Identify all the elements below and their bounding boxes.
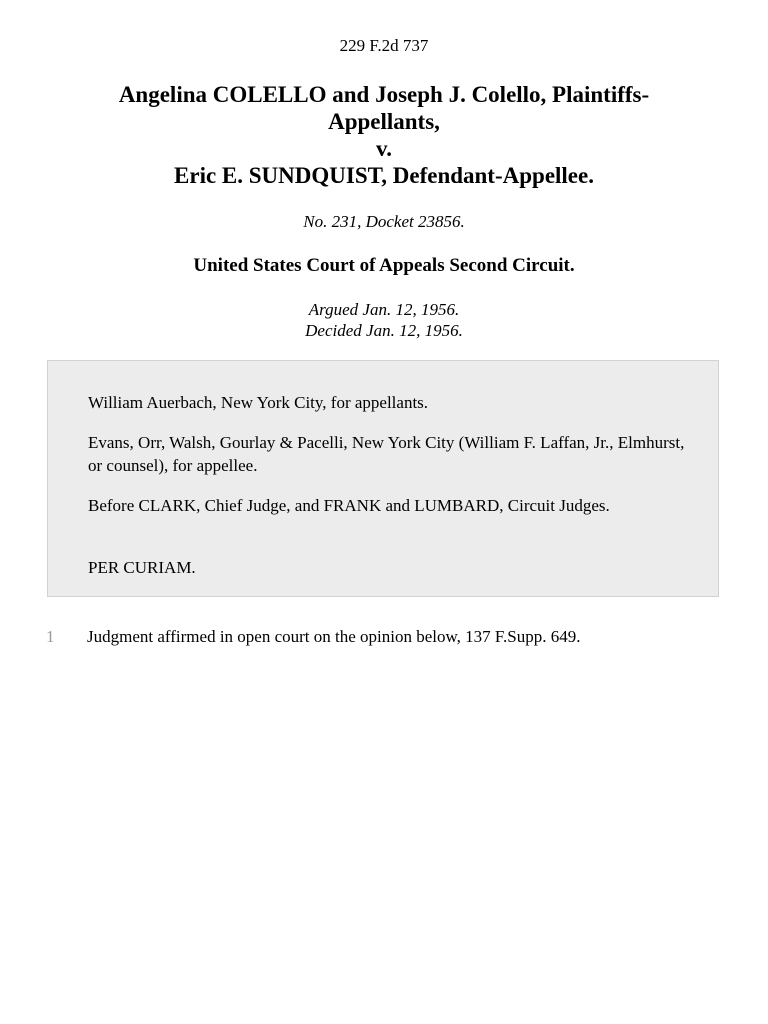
paragraph-number: 1 xyxy=(46,627,55,646)
case-title-line-defendant: Eric E. SUNDQUIST, Defendant-Appellee. xyxy=(174,163,594,188)
judicial-panel: Before CLARK, Chief Judge, and FRANK and LUMBARD, Circuit Judges. xyxy=(88,496,610,515)
counsel-for-appellants: William Auerbach, New York City, for appellants. xyxy=(88,393,429,412)
decided-date: Decided Jan. 12, 1956. xyxy=(305,321,463,340)
court-name: United States Court of Appeals Second Circuit. xyxy=(193,255,575,276)
paragraph-text: Judgment affirmed in open court on the opinion below, 137 F.Supp. 649. xyxy=(87,627,581,646)
counsel-for-appellee: Evans, Orr, Walsh, Gourlay & Pacelli, New York City (William F. Laffan, Jr., Elmhurst, or counsel), for appellee. xyxy=(88,433,685,475)
argued-date: Argued Jan. 12, 1956. xyxy=(308,300,460,319)
case-title xyxy=(60,81,708,189)
case-title-line-plaintiffs: Angelina COLELLO and Joseph J. Colello, Plaintiffs- xyxy=(118,82,650,107)
case-citation: 229 F.2d 737 xyxy=(339,36,429,55)
case-title-line-appellants: Appellants, xyxy=(328,109,440,134)
headnote-box xyxy=(47,360,719,597)
case-dates xyxy=(0,299,768,341)
case-title-versus: v. xyxy=(376,136,392,161)
docket-number: No. 231, Docket 23856. xyxy=(303,212,465,231)
per-curiam-label: PER CURIAM. xyxy=(88,558,196,577)
